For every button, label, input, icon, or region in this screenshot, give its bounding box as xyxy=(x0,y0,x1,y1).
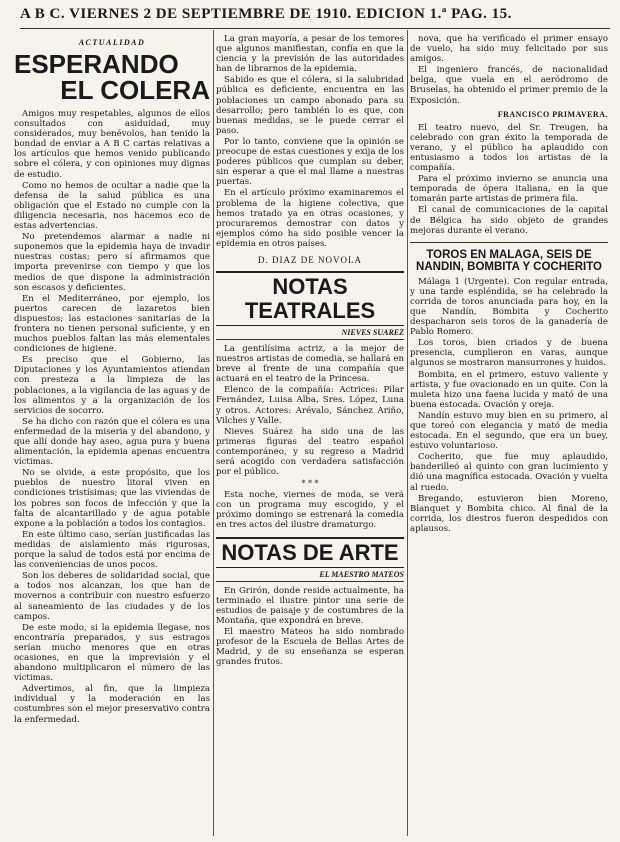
article-paragraph: Sabido es que el cólera, si la salubridad pública es deficiente, encuentra en las poblaciones un campo abonado para su desarrollo; pero también lo es que, con buenas medidas, se le puede cerrar el paso. xyxy=(216,75,404,136)
headline-notas-teatrales: NOTAS TEATRALES xyxy=(216,271,404,326)
article-signature: D. DIAZ DE NOVOLA xyxy=(258,254,362,265)
article-paragraph: De este modo, si la epidemia llegase, nos encontraría preparados, y sus estragos serían mucho menores que en otras ocasiones, en que la imprevisión y el abandono multiplicaron el número de las víctimas. xyxy=(14,622,210,684)
byline-nieves-suarez: NIEVES SUAREZ xyxy=(216,328,404,340)
header-title: A B C. VIERNES 2 DE SEPTIEMBRE DE 1910. EDICION 1.ª PAG. 15. xyxy=(20,6,512,22)
article-paragraph: Amigos muy respetables, algunos de ellos consultados con asiduidad, muy considerados, muy benévolos, han tenido la bondad de enviar a A B C cartas relativas a los artículos que hemos venido publicando sobre el cólera, y con opiniones muy dignas de estudio. xyxy=(14,109,210,180)
article-paragraph: Advertimos, al fin, que la limpieza individual y la moderación en las costumbres son el mejor preservativo contra la enfermedad. xyxy=(14,684,210,725)
article-paragraph: Nandín estuvo muy bien en su primero, al que toreó con elegancia y mató de media estocada. En el segundo, que era un buey, estuvo voluntarioso. xyxy=(410,410,608,452)
headline-esperando: ESPERANDO xyxy=(14,49,179,79)
article-paragraph: Se ha dicho con razón que el cólera es una enfermedad de la miseria y del abandono, y que allí donde hay aseo, agua pura y buena alimentación, la epidemia apenas encuentra víctimas. xyxy=(14,416,210,468)
article-paragraph: Málaga 1 (Urgente). Con regular entrada, y una tarde espléndida, se ha celebrado la corrida de toros anunciada para hoy, en la que Nandín, Bombita y Cocherito despacharon seis toros de la ganadería de Pablo Romero. xyxy=(410,276,608,338)
article-paragraph: En Grirón, donde reside actualmente, ha terminado el ilustre pintor una serie de estudios de paisaje y de costumbres de la Montaña, que expondrá en breve. xyxy=(216,585,404,626)
section-rule xyxy=(410,242,608,243)
article-paragraph: Cocherito, que fue muy aplaudido, banderilleó al quinto con gran lucimiento y dió una magnífica estocada. Ovación y vuelta al ruedo. xyxy=(410,452,608,493)
article-paragraph: Bombita, en el primero, estuvo valiente y artista, y fue ovacionado en un quite. Con la muleta hizo una faena lucida y mató de una buena estocada. Ovación y oreja. xyxy=(410,369,608,410)
article-paragraph: Para el próximo invierno se anuncia una temporada de ópera italiana, en la que tomarán parte artistas de primera fila. xyxy=(410,174,608,205)
article-paragraph: Por lo tanto, conviene que la opinión se preocupe de estas cuestiones y exija de los poderes públicos que cumplan su deber, sin esperar a que el mal llame a nuestras puertas. xyxy=(216,136,404,188)
header-rule xyxy=(20,28,610,29)
article-paragraph: El canal de comunicaciones de la capital de Bélgica ha sido objeto de grandes mejoras durante el verano. xyxy=(410,205,608,236)
article-paragraph: En el Mediterráneo, por ejemplo, los puertos carecen de lazaretos bien dispuestos; las estaciones sanitarias de la frontera no tienen personal suficiente, y en muchos pueblos faltan las más elementales condiciones de higiene. xyxy=(14,293,210,355)
headline-colera: EL COLERA xyxy=(60,75,210,105)
article-paragraph: El ingeniero francés, de nacionalidad belga, que vuela en el aeródromo de Bruselas, ha obtenido el primer premio de la Exposición. xyxy=(410,65,608,106)
column-1 xyxy=(14,34,210,832)
article-paragraph: Los toros, bien criados y de buena presencia, cumplieron en varas, aunque algunos se mostraron mansurrones y huidos. xyxy=(410,338,608,369)
page-header xyxy=(20,6,610,28)
article-paragraph: En este último caso, serían justificadas las medidas de aislamiento más rigurosas, porque la salud de todos está por encima de las conveniencias de unos pocos. xyxy=(14,529,210,571)
article-paragraph: Son los deberes de solidaridad social, que a todos nos alcanzan, los que han de movernos a contribuir con nuestro esfuerzo al saneamiento de las ciudades y de los campos. xyxy=(14,571,210,622)
separator-stars: * * * xyxy=(301,479,319,489)
article-paragraph: Es preciso que el Gobierno, las Diputaciones y los Ayuntamientos atiendan con presteza a la limpieza de las poblaciones, a la vigilancia de las aguas y de los alimentos y a la organización de los servicios de socorro. xyxy=(14,355,210,416)
article-paragraph: Como no hemos de ocultar a nadie que la defensa de la salud pública es una obligación que el Estado no cumple con la diligencia necesaria, nos hacemos eco de estas advertencias. xyxy=(14,180,210,232)
byline-maestro-mateos: EL MAESTRO MATEOS xyxy=(216,570,404,582)
article-paragraph: Nieves Suárez ha sido una de las primeras figuras del teatro español contemporáneo, y su regreso a Madrid será acogido con verdadera satisfacción por el público. xyxy=(216,426,404,478)
article-paragraph: Elenco de la compañía: Actrices: Pilar Fernández, Luisa Alba, Sres. López, Luna y otros. Actores: Arévalo, Sánchez Ariño, Vilches y Valle. xyxy=(216,385,404,426)
headline-toros-en-malaga: TOROS EN MALAGA, SEIS DE NANDIN, BOMBITA Y COCHERITO xyxy=(416,248,602,273)
section-label: ACTUALIDAD xyxy=(78,38,146,47)
article-paragraph: El maestro Mateos ha sido nombrado profesor de la Escuela de Bellas Artes de Madrid, y de su enseñanza se esperan grandes frutos. xyxy=(216,626,404,668)
article-paragraph: No pretendemos alarmar a nadie ni suponemos que la epidemia haya de invadir nuestras costas; pero sí afirmamos que importa prevenirse con tiempo y que los medios de que dispone la administración son escasos y deficientes. xyxy=(14,232,210,293)
article-paragraph: No se olvide, a este propósito, que los pueblos de nuestro litoral viven en condiciones tristísimas; que las viviendas de los pobres son focos de infección y que la falta de alcantarillado y de agua potable expone a la población a todos los contagios. xyxy=(14,468,210,529)
byline-francisco-primavera: FRANCISCO PRIMAVERA. xyxy=(497,109,608,119)
column-3 xyxy=(410,34,608,832)
column-divider-1 xyxy=(213,30,214,836)
article-paragraph: nova, que ha verificado el primer ensayo de vuelo, ha sido muy felicitado por sus amigos. xyxy=(410,34,608,65)
article-paragraph: El teatro nuevo, del Sr. Treugen, ha celebrado con gran éxito la temporada de verano, y el público ha aplaudido con entusiasmo a todos los artistas de la compañía. xyxy=(410,122,608,174)
article-paragraph: Esta noche, viernes de moda, se verá con un programa muy escogido, y el próximo domingo se estrenará la comedia en tres actos del ilustre dramaturgo. xyxy=(216,490,404,531)
headline-notas-de-arte: NOTAS DE ARTE xyxy=(216,537,404,568)
article-paragraph: La gentilísima actriz, a la mejor de nuestros artistas de comedia, se hallará en breve al frente de una compañía que actuará en el teatro de la Princesa. xyxy=(216,343,404,385)
article-paragraph: La gran mayoría, a pesar de los temores que algunos manifiestan, confía en que la ciencia y la previsión de las autoridades han de librarnos de la epidemia. xyxy=(216,34,404,75)
article-paragraph: En el artículo próximo examinaremos el problema de la higiene colectiva, que hemos tratado ya en otras ocasiones, y procuraremos demostrar con datos y ejemplos cómo ha sido posible vencer la epidemia en otros países. xyxy=(216,188,404,249)
column-divider-2 xyxy=(407,30,408,836)
column-2 xyxy=(216,34,404,832)
article-paragraph: Bregando, estuvieron bien Moreno, Blanquet y Bombita chico. Al final de la corrida, los diestros fueron despedidos con aplausos. xyxy=(410,493,608,534)
